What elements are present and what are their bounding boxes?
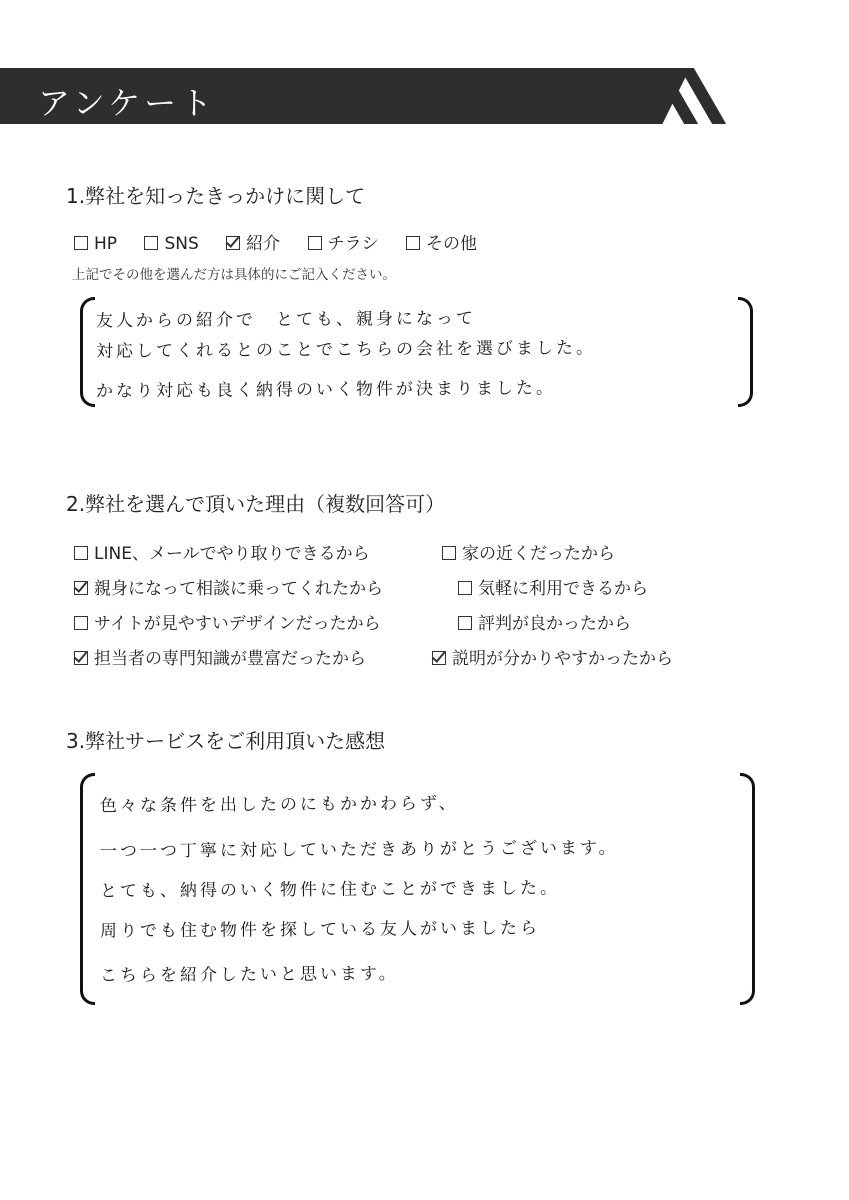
checkbox[interactable] <box>458 616 472 630</box>
answer-line: こちらを紹介したいと思います。 <box>99 963 399 987</box>
checkbox[interactable] <box>308 236 322 250</box>
answer-bracket-right <box>738 297 753 407</box>
answer-bracket-left <box>80 773 95 1005</box>
checkbox-checked[interactable] <box>74 581 88 595</box>
q1-option-flyer[interactable]: チラシ <box>308 229 379 254</box>
q2-row <box>74 644 673 669</box>
answer-line: 対応してくれるとのことでこちらの会社を選びました。 <box>95 338 597 362</box>
checkbox[interactable] <box>74 236 88 250</box>
q2-option[interactable]: 家の近くだったから <box>442 539 615 564</box>
q2-option[interactable]: 説明が分かりやすかったから <box>432 644 673 669</box>
checkbox[interactable] <box>74 616 88 630</box>
checkbox[interactable] <box>144 236 158 250</box>
answer-bracket-right <box>740 773 755 1005</box>
q1-option-referral[interactable]: 紹介 <box>226 229 280 254</box>
page-title: アンケート <box>38 84 217 122</box>
checkbox-checked[interactable] <box>432 651 446 665</box>
q1-option-sns[interactable]: SNS <box>144 234 198 254</box>
q2-title: 2.弊社を選んで頂いた理由（複数回答可） <box>66 492 446 516</box>
checkbox[interactable] <box>442 546 456 560</box>
answer-line: 周りでも住む物件を探している友人がいましたら <box>99 918 541 942</box>
q2-option[interactable]: LINE、メールでやり取りできるから <box>74 544 370 564</box>
answer-line: 一つ一つ丁寧に対応していただきありがとうございます。 <box>99 838 619 862</box>
q1-option-other[interactable]: その他 <box>406 229 477 254</box>
q2-option[interactable]: 親身になって相談に乗ってくれたから <box>74 579 383 599</box>
q2-row <box>74 574 648 599</box>
q2-option[interactable]: 気軽に利用できるから <box>458 574 648 599</box>
q2-row <box>74 539 615 564</box>
checkbox[interactable] <box>406 236 420 250</box>
checkbox[interactable] <box>458 581 472 595</box>
q3-title: 3.弊社サービスをご利用頂いた感想 <box>66 729 386 753</box>
q1-option-hp[interactable]: HP <box>74 234 117 254</box>
answer-line: かなり対応も良く納得のいく物件が決まりました。 <box>95 378 557 402</box>
q2-option[interactable]: 担当者の専門知識が豊富だったから <box>74 649 366 669</box>
q1-title: 1.弊社を知ったきっかけに関して <box>66 184 366 208</box>
checkbox-checked[interactable] <box>74 651 88 665</box>
answer-line: 友人からの紹介で とても、親身になって <box>95 308 477 332</box>
q2-option[interactable]: サイトが見やすいデザインだったから <box>74 614 381 634</box>
checkbox-checked[interactable] <box>226 236 240 250</box>
answer-line: 色々な条件を出したのにもかかわらず、 <box>99 793 459 817</box>
checkbox[interactable] <box>74 546 88 560</box>
answer-line: とても、納得のいく物件に住むことができました。 <box>99 878 561 902</box>
q1-note: 上記でその他を選んだ方は具体的にご記入ください。 <box>72 267 396 283</box>
answer-bracket-left <box>80 297 95 407</box>
q1-options <box>74 229 499 254</box>
q2-option[interactable]: 評判が良かったから <box>458 609 631 634</box>
q2-row <box>74 609 631 634</box>
